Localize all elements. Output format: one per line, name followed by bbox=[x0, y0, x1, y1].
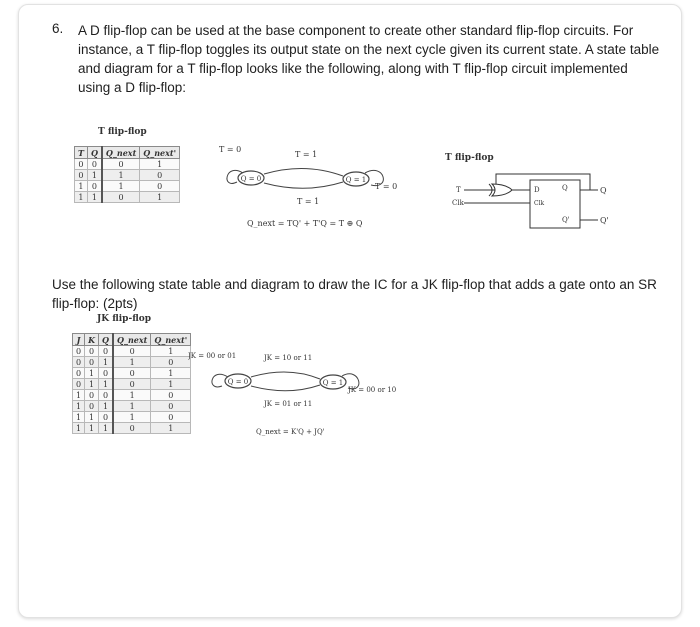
table-cell: 1 bbox=[85, 368, 99, 379]
table-cell: 0 bbox=[151, 357, 191, 368]
state-label: Q = 1 bbox=[322, 379, 344, 387]
equation: Q_next = K'Q + JQ' bbox=[256, 428, 325, 436]
table-cell: 0 bbox=[99, 368, 113, 379]
table-row bbox=[73, 357, 191, 368]
table-cell: 1 bbox=[73, 401, 85, 412]
table-cell: 1 bbox=[151, 368, 191, 379]
transition-label: T = 1 bbox=[295, 150, 318, 159]
table-cell: 1 bbox=[102, 170, 140, 181]
table-cell: 1 bbox=[99, 423, 113, 434]
table-cell: 1 bbox=[85, 412, 99, 423]
transition-label: JK = 01 or 11 bbox=[264, 400, 313, 408]
table-header: T bbox=[75, 147, 88, 159]
table-cell: 0 bbox=[85, 357, 99, 368]
table-cell: 1 bbox=[151, 379, 191, 390]
table-cell: 0 bbox=[151, 401, 191, 412]
table-row bbox=[75, 181, 180, 192]
jk-table-caption: JK flip-flop bbox=[97, 314, 152, 324]
table-cell: 0 bbox=[75, 159, 88, 170]
equation: Q_next = TQ' + T'Q = T ⊕ Q bbox=[247, 219, 363, 228]
d-label: D bbox=[534, 186, 540, 194]
table-cell: 0 bbox=[73, 368, 85, 379]
state-label: Q = 0 bbox=[227, 378, 249, 386]
table-cell: 1 bbox=[140, 192, 180, 203]
table-row bbox=[73, 379, 191, 390]
table-row bbox=[75, 192, 180, 203]
loop-label: T = 0 bbox=[219, 145, 242, 154]
table-cell: 0 bbox=[113, 379, 151, 390]
question2-text: Use the following state table and diagram to draw the IC for a JK flip-flop that adds a gate onto an SR flip-flop: (2pts) bbox=[52, 277, 657, 311]
question-text: A D flip-flop can be used at the base component to create other standard flip-flop circuits. For instance, a T flip-flop toggles its output state on the next cycle given its current state. A state table and diagram for a T flip-flop looks like the following, along with T flip-flop circuit implemented using a D flip-flop: bbox=[78, 23, 660, 95]
table-cell: 0 bbox=[73, 357, 85, 368]
table-cell: 0 bbox=[73, 379, 85, 390]
table-cell: 1 bbox=[73, 412, 85, 423]
table-row bbox=[73, 390, 191, 401]
t-flip-flop-table bbox=[74, 146, 180, 203]
transition-label: JK = 10 or 11 bbox=[264, 354, 313, 362]
transition-arrow bbox=[264, 168, 343, 176]
table-row bbox=[73, 346, 191, 357]
table-header: Q_next bbox=[113, 334, 151, 346]
q-label: Q bbox=[562, 184, 568, 192]
table-cell: 1 bbox=[113, 401, 151, 412]
table-cell: 0 bbox=[99, 390, 113, 401]
table-cell: 1 bbox=[73, 423, 85, 434]
state-label: Q = 1 bbox=[345, 176, 367, 184]
output-q-label: Q bbox=[600, 186, 607, 195]
state-label: Q = 0 bbox=[240, 175, 262, 183]
table-row bbox=[75, 170, 180, 181]
table-cell: 0 bbox=[102, 192, 140, 203]
table-row bbox=[73, 368, 191, 379]
table-header: Q_next' bbox=[151, 334, 191, 346]
table-cell: 0 bbox=[140, 181, 180, 192]
table-cell: 0 bbox=[102, 159, 140, 170]
table-cell: 0 bbox=[99, 412, 113, 423]
table-cell: 1 bbox=[85, 423, 99, 434]
table-cell: 1 bbox=[113, 412, 151, 423]
table-cell: 1 bbox=[113, 390, 151, 401]
table-header: K bbox=[85, 334, 99, 346]
table-cell: 1 bbox=[87, 170, 101, 181]
input-t-label: T bbox=[456, 186, 461, 194]
transition-arrow bbox=[264, 182, 343, 188]
loop-label: T = 0 bbox=[375, 182, 398, 191]
clk-label: Clk bbox=[534, 200, 545, 207]
table-row bbox=[73, 401, 191, 412]
table-cell: 0 bbox=[151, 412, 191, 423]
table-cell: 1 bbox=[102, 181, 140, 192]
table-header: Q_next bbox=[102, 147, 140, 159]
xor-gate-icon bbox=[492, 184, 512, 196]
question-number: 6. bbox=[52, 21, 64, 36]
table-header: J bbox=[73, 334, 85, 346]
table-cell: 1 bbox=[151, 423, 191, 434]
table-cell: 0 bbox=[73, 346, 85, 357]
table-cell: 1 bbox=[99, 379, 113, 390]
table-cell: 1 bbox=[87, 192, 101, 203]
table-cell: 0 bbox=[75, 170, 88, 181]
transition-arrow bbox=[251, 385, 320, 391]
transition-label: T = 1 bbox=[297, 197, 320, 206]
loop-label: JK = 00 or 01 bbox=[188, 352, 237, 360]
table-cell: 0 bbox=[113, 368, 151, 379]
table-cell: 0 bbox=[85, 346, 99, 357]
table-cell: 1 bbox=[73, 390, 85, 401]
table-cell: 0 bbox=[85, 390, 99, 401]
table-cell: 0 bbox=[140, 170, 180, 181]
qbar-label: Q' bbox=[562, 216, 570, 224]
jk-flip-flop-table bbox=[72, 333, 191, 434]
output-qbar-label: Q' bbox=[600, 216, 609, 225]
table-cell: 1 bbox=[113, 357, 151, 368]
jk-state-diagram bbox=[188, 346, 418, 441]
table-cell: 0 bbox=[87, 159, 101, 170]
table-cell: 1 bbox=[99, 401, 113, 412]
table-cell: 0 bbox=[99, 346, 113, 357]
loop-label: JK = 00 or 10 bbox=[348, 386, 397, 394]
table-row bbox=[75, 159, 180, 170]
table-cell: 0 bbox=[113, 346, 151, 357]
input-clk-label: Clk bbox=[452, 199, 464, 207]
t-state-diagram bbox=[215, 140, 415, 230]
circuit-title: T flip-flop bbox=[445, 153, 494, 163]
table-header: Q_next' bbox=[140, 147, 180, 159]
table-cell: 0 bbox=[87, 181, 101, 192]
t-flip-flop-circuit bbox=[440, 148, 640, 233]
table-cell: 1 bbox=[151, 346, 191, 357]
table-cell: 1 bbox=[140, 159, 180, 170]
table-cell: 1 bbox=[75, 192, 88, 203]
table-cell: 0 bbox=[113, 423, 151, 434]
table-header: Q bbox=[99, 334, 113, 346]
table-cell: 0 bbox=[151, 390, 191, 401]
table-cell: 1 bbox=[75, 181, 88, 192]
table-header: Q bbox=[87, 147, 101, 159]
table-cell: 0 bbox=[85, 401, 99, 412]
table-cell: 1 bbox=[85, 379, 99, 390]
table-row bbox=[73, 412, 191, 423]
table-cell: 1 bbox=[99, 357, 113, 368]
transition-arrow bbox=[251, 372, 320, 379]
t-table-caption: T flip-flop bbox=[98, 127, 147, 137]
table-row bbox=[73, 423, 191, 434]
